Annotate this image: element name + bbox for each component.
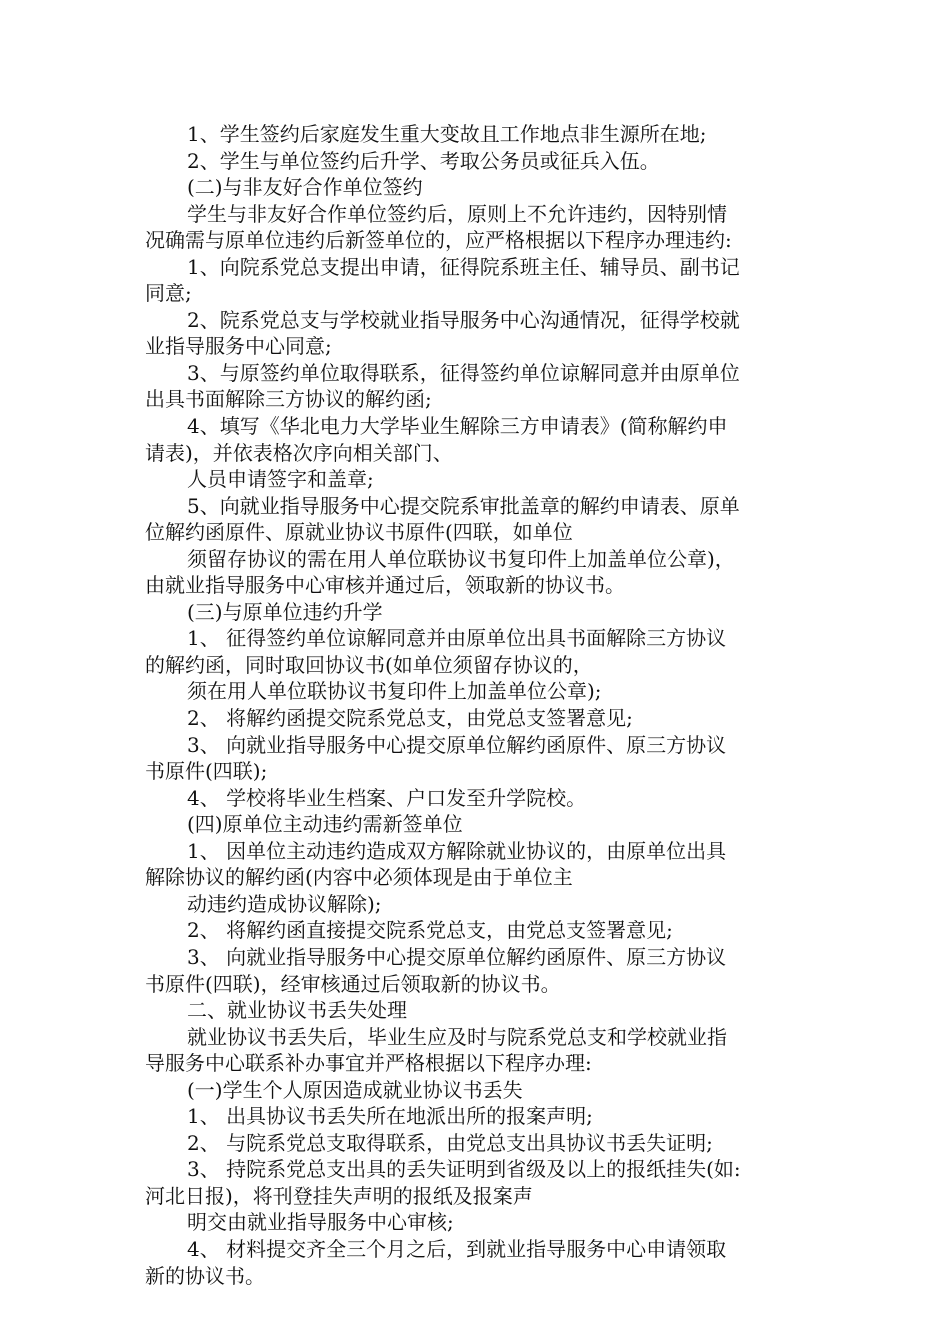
text-line: 5、向就业指导服务中心提交院系审批盖章的解约申请表、原单	[187, 493, 740, 518]
text-line: (四)原单位主动违约需新签单位	[187, 812, 463, 837]
text-line: 的解约函，同时取回协议书(如单位须留存协议的，	[145, 652, 593, 677]
text-line: 2、 将解约函直接提交院系党总支，由党总支签署意见;	[187, 918, 673, 943]
text-line: 1、学生签约后家庭发生重大变故且工作地点非生源所在地;	[187, 122, 707, 146]
text-line: 河北日报)，将刊登挂失声明的报纸及报案声	[145, 1183, 533, 1208]
text-line: 2、 与院系党总支取得联系，由党总支出具协议书丢失证明;	[187, 1130, 713, 1155]
text-line: 二、就业协议书丢失处理	[187, 998, 407, 1023]
text-line: 1、 因单位主动违约造成双方解除就业协议的，由原单位出具	[187, 838, 727, 863]
text-line: 请表)，并依表格次序向相关部门、	[145, 440, 453, 465]
text-line: 3、 持院系党总支出具的丢失证明到省级及以上的报纸挂失(如:	[187, 1157, 741, 1182]
text-line: 2、学生与单位签约后升学、考取公务员或征兵入伍。	[187, 148, 660, 173]
text-line: 况确需与原单位违约后新签单位的，应严格根据以下程序办理违约:	[145, 228, 732, 253]
text-line: 2、院系党总支与学校就业指导服务中心沟通情况，征得学校就	[187, 307, 740, 332]
text-line: 动违约造成协议解除);	[187, 891, 382, 916]
text-line: (二)与非友好合作单位签约	[187, 175, 423, 200]
text-line: 3、与原签约单位取得联系，征得签约单位谅解同意并由原单位	[187, 360, 740, 385]
text-line: 1、 出具协议书丢失所在地派出所的报案声明;	[187, 1104, 593, 1129]
text-line: 出具书面解除三方协议的解约函;	[145, 387, 432, 412]
text-line: 4、 学校将毕业生档案、户口发至升学院校。	[187, 785, 587, 810]
text-line: 书原件(四联);	[145, 759, 268, 784]
text-line: 书原件(四联)，经审核通过后领取新的协议书。	[145, 971, 561, 996]
text-line: 1、向院系党总支提出申请，征得院系班主任、辅导员、副书记	[187, 254, 740, 279]
text-line: 须在用人单位联协议书复印件上加盖单位公章);	[187, 679, 602, 704]
text-line: 人员申请签字和盖章;	[187, 467, 374, 492]
text-line: 1、 征得签约单位谅解同意并由原单位出具书面解除三方协议	[187, 626, 727, 651]
text-line: (一)学生个人原因造成就业协议书丢失	[187, 1077, 523, 1102]
text-line: 新的协议书。	[145, 1263, 265, 1288]
text-line: 2、 将解约函提交院系党总支，由党总支签署意见;	[187, 706, 633, 731]
text-line: 解除协议的解约函(内容中必须体现是由于单位主	[145, 865, 573, 890]
text-line: 就业协议书丢失后，毕业生应及时与院系党总支和学校就业指	[187, 1024, 727, 1049]
text-line: 明交由就业指导服务中心审核;	[187, 1210, 454, 1235]
text-line: 3、 向就业指导服务中心提交原单位解约函原件、原三方协议	[187, 732, 727, 757]
text-line: 须留存协议的需在用人单位联协议书复印件上加盖单位公章)，	[187, 546, 735, 571]
text-line: 业指导服务中心同意;	[145, 334, 332, 359]
text-line: 3、 向就业指导服务中心提交原单位解约函原件、原三方协议	[187, 944, 727, 969]
text-line: 导服务中心联系补办事宜并严格根据以下程序办理:	[145, 1051, 592, 1076]
text-line: 同意;	[145, 281, 192, 306]
text-line: 位解约函原件、原就业协议书原件(四联，如单位	[145, 520, 573, 545]
text-line: 4、 材料提交齐全三个月之后，到就业指导服务中心申请领取	[187, 1236, 727, 1261]
text-line: 学生与非友好合作单位签约后，原则上不允许违约，因特别情	[187, 201, 727, 226]
text-line: 4、填写《华北电力大学毕业生解除三方申请表》(简称解约申	[187, 414, 728, 439]
document-body	[145, 121, 815, 1289]
text-line: 由就业指导服务中心审核并通过后，领取新的协议书。	[145, 573, 625, 598]
text-line: (三)与原单位违约升学	[187, 599, 383, 624]
